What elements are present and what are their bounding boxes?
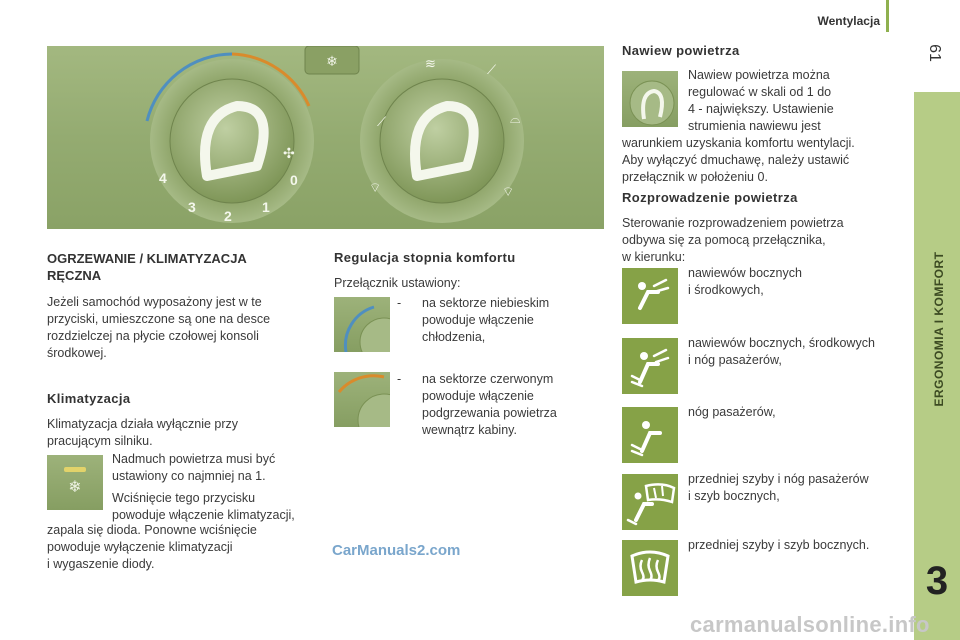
dial-label-4: 4 (159, 170, 167, 186)
control-panel-illustration (47, 46, 604, 229)
distribution-intro-line: Sterowanie rozprowadzeniem powietrza (622, 216, 844, 230)
header-rule (886, 0, 889, 32)
blower-dial (622, 71, 678, 127)
distribution-line: i nóg pasażerów, (688, 353, 782, 367)
distribution-line: nawiewów bocznych (688, 266, 802, 280)
comfort-item-warm (397, 371, 587, 439)
distribution-title: Rozprowadzenie powietrza (622, 190, 798, 205)
distribution-intro-line: odbywa się za pomocą przełącznika, (622, 233, 826, 247)
comfort-line: wewnątrz kabiny. (422, 423, 517, 437)
comfort-line: chłodzenia, (422, 330, 486, 344)
windscreen-mark-icon: ⌔ (369, 181, 382, 196)
face-vent-mark-icon: ⟋ (377, 115, 387, 130)
dial-label-3: 3 (188, 199, 196, 215)
heating-text-line: rozdzielczej na płycie czołowej konsoli (47, 329, 259, 343)
heating-text-line: Jeżeli samochód wyposażony jest w te (47, 295, 262, 309)
distribution-intro-line: w kierunku: (622, 250, 686, 264)
distribution-line: przedniej szyby i nóg pasażerów (688, 472, 869, 486)
blower-dial-thumbnail (622, 71, 678, 127)
ac-side-line: Wciśnięcie tego przycisku (112, 491, 256, 505)
cold-sector-thumbnail (334, 297, 390, 352)
feet-vent-mark-icon: ⟋ (487, 63, 497, 78)
dial-label-0: 0 (290, 172, 298, 188)
distribution-item-5 (688, 537, 903, 554)
manualsonline-watermark[interactable]: carmanualsonline.info (690, 612, 930, 637)
heating-text (47, 294, 307, 362)
dial-label-2: 2 (224, 208, 232, 224)
left-knob (170, 79, 294, 203)
comfort-line: powoduje włączenie (422, 389, 534, 403)
page-number: 61 (925, 44, 943, 62)
ac-side-line: Nadmuch powietrza musi być (112, 452, 276, 466)
distribution-line: nawiewów bocznych, środkowych (688, 336, 875, 350)
distribution-section (622, 190, 902, 266)
blower-line: Nawiew powietrza można (688, 68, 830, 82)
distribution-item-2 (688, 335, 903, 369)
control-panel-photo (47, 46, 604, 229)
heating-text-line: środkowej. (47, 346, 107, 360)
ac-tail-text (47, 522, 317, 573)
fan-icon: ✣ (283, 146, 295, 162)
distribution-item-4 (688, 471, 903, 505)
ac-side-line: ustawiony co najmniej na 1. (112, 469, 266, 483)
heating-title-line1: OGRZEWANIE / KLIMATYZACJA (47, 251, 247, 266)
face-feet-vents-icon (622, 338, 678, 394)
comfort-line: na sektorze czerwonym (422, 372, 554, 386)
warm-sector-thumbnail (334, 372, 390, 427)
ac-tail-line: zapala się dioda. Ponowne wciśnięcie (47, 523, 257, 537)
chapter-number: 3 (925, 559, 949, 603)
comfort-intro: Przełącznik ustawiony: (334, 276, 461, 290)
blower-side-text (688, 67, 888, 135)
blower-line: warunkiem uzyskania komfortu wentylacji. (622, 136, 855, 150)
distribution-line: i środkowych, (688, 283, 764, 297)
ac-tail-line: powoduje wyłączenie klimatyzacji (47, 540, 233, 554)
distribution-line: i szyb bocznych, (688, 489, 780, 503)
comfort-line: podgrzewania powietrza (422, 406, 557, 420)
snowflake-icon: ❄ (326, 54, 338, 70)
distribution-line: przedniej szyby i szyb bocznych. (688, 538, 870, 552)
ac-side-text (112, 451, 322, 524)
right-knob (380, 79, 504, 203)
ac-section (47, 391, 317, 450)
list-dash: - (397, 372, 402, 386)
warm-sector-dial (334, 372, 390, 427)
chapter-label: ERGONOMIA I KOMFORT (932, 251, 946, 407)
blower-line: 4 - największy. Ustawienie (688, 102, 834, 116)
dial-label-1: 1 (262, 199, 270, 215)
comfort-line: powoduje włączenie (422, 313, 534, 327)
face-vents-icon (622, 268, 678, 324)
distribution-intro (622, 215, 902, 266)
blower-line: regulować w skali od 1 do (688, 85, 832, 99)
ac-intro-line: pracującym silniku. (47, 434, 153, 448)
running-header: Wentylacja (817, 14, 880, 28)
list-dash: - (397, 296, 402, 310)
blower-line: strumienia nawiewu jest (688, 119, 821, 133)
ac-side-line: powoduje włączenie klimatyzacji, (112, 508, 295, 522)
distribution-item-3 (688, 404, 898, 421)
ac-button-thumbnail (47, 455, 103, 510)
blower-line: Aby wyłączyć dmuchawę, należy ustawić (622, 153, 850, 167)
feet-vents-icon (622, 407, 678, 463)
heating-title-line2: RĘCZNA (47, 268, 102, 283)
ac-intro (47, 416, 317, 450)
heating-section (47, 250, 307, 362)
rear-defrost-mark-icon: ⌔ (502, 185, 515, 200)
blower-section (622, 43, 892, 58)
comfort-line: na sektorze niebieskim (422, 296, 550, 310)
snowflake-icon: ❄ (68, 477, 82, 496)
defrost-mark-icon: ⌓ (510, 112, 521, 127)
distribution-line: nóg pasażerów, (688, 405, 776, 419)
windscreen-defrost-icon (622, 540, 678, 596)
ac-intro-line: Klimatyzacja działa wyłącznie przy (47, 417, 239, 431)
windscreen-feet-icon (622, 474, 678, 530)
blower-full-text (622, 135, 902, 186)
blower-line: przełącznik w położeniu 0. (622, 170, 768, 184)
comfort-item-cold (397, 295, 587, 346)
comfort-title: Regulacja stopnia komfortu (334, 250, 516, 265)
heating-text-line: przyciski, umieszczone są one na desce (47, 312, 271, 326)
ac-title: Klimatyzacja (47, 391, 131, 406)
distribution-item-1 (688, 265, 898, 299)
blower-title: Nawiew powietrza (622, 43, 740, 58)
ac-led (64, 467, 86, 472)
carmanuals-watermark[interactable]: CarManuals2.com (332, 542, 461, 559)
mixed-vent-mark-icon: ≋ (425, 57, 436, 72)
chapter-tab (914, 92, 960, 640)
ac-tail-line: i wygaszenie diody. (47, 557, 155, 571)
cold-sector-dial (334, 297, 390, 352)
comfort-section (334, 250, 594, 292)
